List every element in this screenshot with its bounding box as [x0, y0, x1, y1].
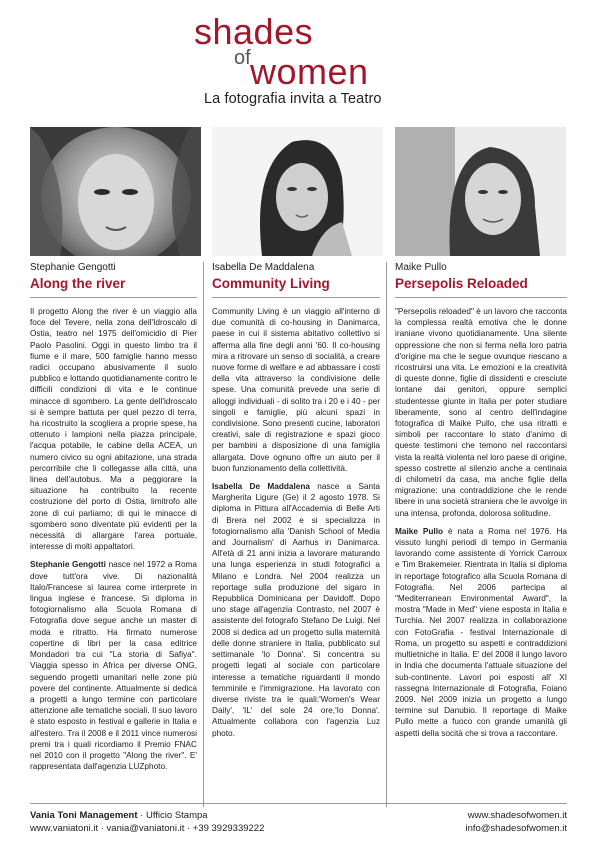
footer-office: · Ufficio Stampa: [137, 810, 208, 821]
column-divider-1: [203, 262, 204, 807]
author-bio: [30, 559, 197, 772]
column-divider-2: [386, 262, 387, 807]
title-rule: [395, 297, 567, 298]
author-name: Stephanie Gengotti: [30, 262, 116, 273]
project-title: Persepolis Reloaded: [395, 276, 528, 291]
bio-lead: Stephanie Gengotti: [30, 560, 106, 570]
tagline: La fotografia invita a Teatro: [204, 91, 382, 107]
footer-company: Vania Toni Management: [30, 810, 138, 821]
title-rule: [212, 297, 380, 298]
photo-stephanie-gengotti: [30, 127, 201, 256]
project-title: Along the river: [30, 276, 126, 291]
paragraph-text: nasce a Santa Margherita Ligure (Ge) il 2 agosto 1978. Si diploma in Pittura all'Accademia di Belle Arti di Brera nel 2002 e si specializza in fotogiornalismo alla 'Danish School of Media and Journalism' di Aarhus in Danimarca. All'età di 21 anni inizia a lavorare maturando una lunga esperienza in studi fotografici a Milano e Londra. Nel 2004 realizza un reportage sulla produzione del sigaro in Repubblica Dominicana per Davidoff. Dopo uno stage all'agenzia Contrasto, nel 2007 è assistente del fotografo Stefano De Luigi. Nel 2008 si dedica ad un progetto sulla maternità delle donne straniere in Italia, pubblicato sul settimanale 'Io Donna'. Si concentra su progetti legati al sociale con particolare interesse a tematiche riguardanti il mondo femminile e l'immigrazione. Ha lavorato con diverse riviste tra le quali:'Women's Wear Daily', 'IL' del sole 24 ore,'Io Donna'. Attualmente collabora con l'agenzia Luz photo.: [212, 482, 380, 738]
paragraph-text: è nata a Roma nel 1976. Ha vissuto lunghi periodi di tempo in Germania lavorando come assistente di Yorrick Carroux e Tim Brakemeier. Rientrata in Italia si diploma in reportage fotografico alla Scuola Romana di Fotografia. Nel 2006 partecipa al "Mediterranean Environmental Award", la mostra "Made in Med" viene esposta in Italia e Turchia. Nel 2007 realizza in collaborazione con FotoGrafia - festival Internazionale di Roma, un progetto su aspetti e contraddizioni multietniche in Italia. E' del 2008 il lungo lavoro in India che documenta l'attuale situazione del sub-continente. Lavori poi esposti all' XI rassegna Internazionale di Fotografia, Foiano 2009. Nel 2009 inizia un progetto a lungo termine sul Danubio. Il reportage di Maike Pullo mette a fuoco con grande umanità gli aspetti della socità che si trova a raccontare.: [395, 526, 567, 738]
logo-women: women: [250, 51, 369, 92]
footer-email-link[interactable]: info@shadesofwomen.it: [465, 823, 567, 834]
photo-maike-pullo: [395, 127, 566, 256]
project-description: [212, 306, 380, 474]
portrait-photo-1: [30, 127, 201, 256]
page-header: [0, 0, 595, 120]
project-title: Community Living: [212, 276, 330, 291]
paragraph-text: Community Living è un viaggio all'interno di due comunità di co-housing in Danimarca, paese in cui il sistema abitativo collettivo si afferma alla fine degli anni '60. Il co-housing mira a ritrovare un senso di socialità, a creare nuove forme di welfare e ad abbassare i costi della vita attraverso la condivisione delle spese. Una comunità prevede una serie di alloggi individuali - di solito tra i 20 e i 40 - per singoli e famiglie, più alcuni spazi in condivisione. Sono presenti cucine, laboratori creativi, sale di registrazione e spazi gioco per bambini a disposizione di una famiglia allargata. Dove ognuno offre un aiuto per il buon funzionamento della collettività.: [212, 307, 380, 473]
footer-company-line: [30, 810, 208, 821]
column-isabella-de-maddalena: [212, 262, 380, 739]
author-bio: [212, 481, 380, 739]
author-bio: [395, 526, 567, 739]
column-maike-pullo: [395, 262, 567, 739]
logo-of: of: [234, 47, 251, 69]
footer-website-link[interactable]: www.shadesofwomen.it: [467, 810, 567, 821]
bio-lead: Isabella De Maddalena: [212, 482, 310, 492]
bio-lead: Maike Pullo: [395, 526, 444, 536]
logo-shades: shades: [194, 14, 314, 52]
paragraph-text: nasce nel 1972 a Roma dove tutt'ora vive. Di nazionalità Italo/Francese si laurea come interprete in lingua inglese e francese. Si diploma in fotogiornalismo alla Scuola Romana di Fotografia dove segue anche un master di moda e ritratto. Ha firmato numerose copertine di libri per la casa editrice Mondadori tra cui "La storia di Safiya". Viaggia spesso in Africa per diverse ONG, seguendo progetti umanitari nelle zone più povere del continente. Attualmente si dedica a progetti a lungo termine con particolare attenzione alle tematiche sociali. Il suo lavoro è stato esposto in festival e gallerie in Italia e all'estero. Tra il 2008 e il 2011 vince numerosi premi tra i quali ricordiamo il Premio FNAC nel 2010 con il progetto "Along the river". E' rappresentata dall'agenzia LUZphoto.: [30, 560, 197, 772]
photo-isabella-de-maddalena: [212, 127, 383, 256]
footer-contact[interactable]: www.vaniatoni.it · vania@vaniatoni.it · +39 3929339222: [30, 823, 265, 834]
portrait-photo-2: [212, 127, 383, 256]
title-rule: [30, 297, 197, 298]
footer-rule: [30, 803, 567, 804]
paragraph-text: Il progetto Along the river è un viaggio alla foce del Tevere, nella zona dell'Idroscalo di Ostia, teatro nel 1975 dell'omicidio di Pier Paolo Pasolini. Oggi in questo limbo tra il fiume e il mare, 500 famiglie hanno messo radici occupano abusivamente il suolo pubblico e lottando quotidianamente contro le difficili condizioni di vita e le continue minacce di sgombero. La gente dell'idroscalo si è sempre battuta per quel pezzo di terra, ha ricostruito la scogliera a proprie spese, ha ottenuto i lampioni nella piazza principale, l'acqua potabile, le cabine della ACEA, un numero civico su ogni abitazione, una strada percorribile che li collegasse alla città, una linea dell'autobus. Ma a peggiorare la situazione ha contribuito la recente costruzione del porto di Ostia, limitrofo alle zone di cui parliamo; di qui le minacce di sgombero sono diventate più evidenti per la necessità di allargare l'area portuale, interesse di molti appaltatori.: [30, 307, 197, 552]
project-description: [30, 306, 197, 552]
project-description: [395, 306, 567, 519]
column-stephanie-gengotti: [30, 262, 197, 772]
portrait-photo-3: [395, 127, 566, 256]
author-name: Isabella De Maddalena: [212, 262, 315, 273]
shades-of-women-logo: [190, 14, 420, 94]
paragraph-text: "Persepolis reloaded" è un lavoro che racconta la complessa realtà emotiva che le donne iraniane vivono quotidianamente. Una silente oppressione che non si ferma nella loro patria d'origine ma che le segue ovunque riescano a ricostruirsi una vita. Le emozioni e la creatività di queste donne, figlie di dissidenti e cresciute lontane dai genitori, oppure semplici studentesse giunte in Italia per poter studiare liberamente, sono al centro dell'indagine fotografica di Maike Pullo, che usa ritratti e simboli per raccontare lo stato d'animo di queste testimoni che temono nel raccontarsi vista la realtà violenta nel loro paese di origine, spesso costrette al silenzio anche a centinaia di chilometri da casa, ma anche figlie della migrazione: una contraddizione che le rende libere in una società straniera che le avvolge in una intensa, profonda, dolorosa solitudine.: [395, 307, 567, 518]
author-name: Maike Pullo: [395, 262, 447, 273]
